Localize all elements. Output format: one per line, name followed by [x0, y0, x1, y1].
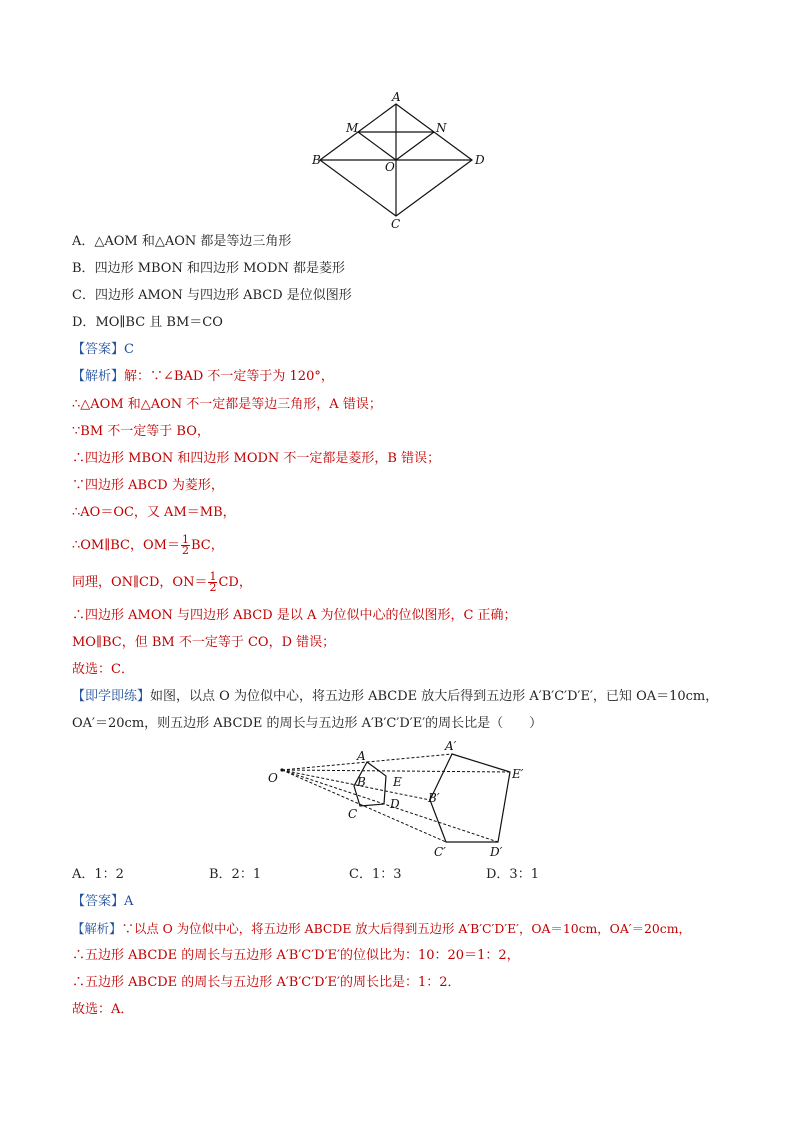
label-A: A	[357, 749, 366, 763]
analysis-1-line-3: ∴四边形 MBON 和四边形 MODN 不一定都是菱形，B 错误；	[72, 451, 441, 466]
option-d: D．MO∥BC 且 BM＝CO	[72, 315, 223, 330]
label-C: C	[391, 217, 401, 230]
rhombus-figure	[300, 90, 500, 230]
label-C-prime: C′	[434, 845, 446, 859]
label-B: B	[312, 153, 321, 167]
q2-option-d: D．3：1	[486, 867, 539, 882]
label-D-prime: D′	[490, 845, 503, 859]
analysis-2-line-2: ∴五边形 ABCDE 的周长与五边形 A′B′C′D′E′的周长比是：1：2．	[72, 975, 461, 990]
pentagon-figure	[262, 738, 562, 860]
label-N: N	[436, 121, 447, 135]
fraction-half: $\frac{1}{2}$	[209, 570, 217, 594]
analysis-2-line-0: 【解析】∵以点 O 为位似中心，将五边形 ABCDE 放大后得到五边形 A′B′C′D′E′，OA＝10cm，OA′＝20cm，	[72, 921, 691, 936]
analysis-2-line-3: 故选：A．	[72, 1002, 134, 1017]
label-E-prime: E′	[512, 767, 524, 781]
analysis-1-line-5: ∴AO＝OC，又 AM＝MB，	[72, 505, 236, 520]
label-O: O	[385, 160, 395, 174]
option-c: C．四边形 AMON 与四边形 ABCD 是位似图形	[72, 288, 352, 303]
analysis-2-line-1: ∴五边形 ABCDE 的周长与五边形 A′B′C′D′E′的位似比为：10：20＝1：2，	[72, 948, 520, 963]
label-A: A	[392, 90, 401, 104]
analysis-1-line-4: ∵四边形 ABCD 为菱形，	[72, 478, 224, 493]
answer-2: 【答案】A	[72, 894, 134, 909]
question-2-stem-1: 【即学即练】如图，以点 O 为位似中心，将五边形 ABCDE 放大后得到五边形 A′B′C′D′E′，已知 OA＝10cm，	[72, 689, 719, 704]
analysis-1-frac-line-2: 同理，ON∥CD，ON＝ $\frac{1}{2}$ CD，	[72, 570, 252, 594]
q2-option-a: A．1：2	[72, 867, 124, 882]
label-M: M	[346, 121, 359, 135]
q2-option-c: C．1：3	[349, 867, 402, 882]
label-D: D	[390, 797, 400, 811]
analysis-1-line-1: ∴△AOM 和△AON 不一定都是等边三角形，A 错误；	[72, 397, 382, 412]
analysis-1-line-6: ∴四边形 AMON 与四边形 ABCD 是以 A 为位似中心的位似图形，C 正确；	[72, 608, 517, 623]
analysis-1-line-8: 故选：C．	[72, 662, 134, 677]
label-C: C	[348, 807, 358, 821]
label-B: B	[357, 775, 366, 789]
label-A-prime: A′	[445, 739, 457, 753]
label-O: O	[268, 771, 278, 785]
option-b: B．四边形 MBON 和四边形 MODN 都是菱形	[72, 261, 345, 276]
question-2-stem-2: OA′＝20cm，则五边形 ABCDE 的周长与五边形 A′B′C′D′E′的周长比是（ ）	[72, 716, 543, 731]
label-D: D	[475, 153, 485, 167]
analysis-1-line-7: MO∥BC，但 BM 不一定等于 CO，D 错误；	[72, 635, 336, 650]
analysis-1-line-0: 【解析】解：∵∠BAD 不一定等于为 120°，	[72, 369, 334, 384]
analysis-1-frac-line-1: ∴OM∥BC，OM＝ $\frac{1}{2}$ BC，	[72, 533, 224, 557]
label-E: E	[393, 775, 402, 789]
label-B-prime: B′	[428, 791, 440, 805]
answer-1: 【答案】C	[72, 342, 134, 357]
fraction-half: $\frac{1}{2}$	[181, 533, 189, 557]
option-a: A．△AOM 和△AON 都是等边三角形	[72, 234, 292, 249]
q2-option-b: B．2：1	[209, 867, 262, 882]
analysis-1-line-2: ∵BM 不一定等于 BO，	[72, 424, 210, 439]
